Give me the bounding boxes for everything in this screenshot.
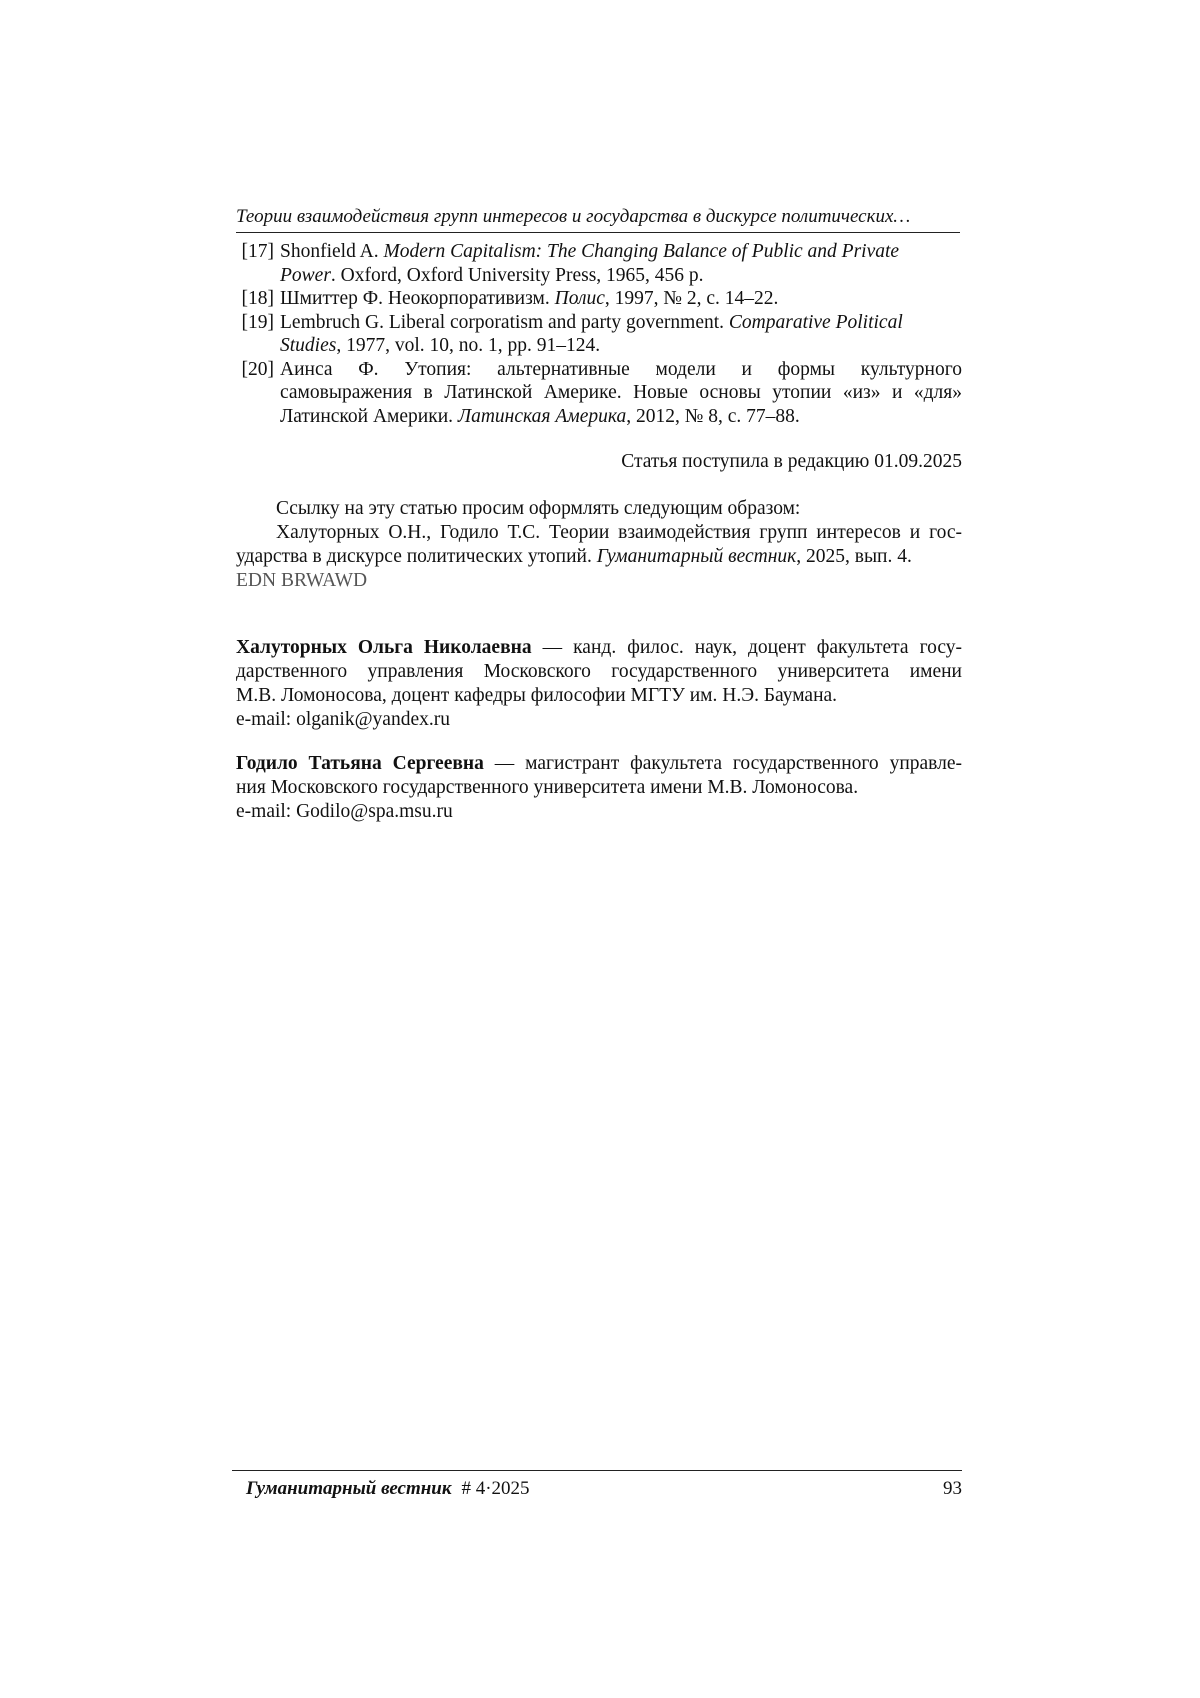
running-head: Теории взаимодействия групп интересов и государства в дискурсе политических… — [236, 206, 960, 233]
author-email[interactable]: e-mail: Godilo@spa.msu.ru — [236, 801, 453, 822]
footer-left — [232, 1477, 530, 1501]
author-first-line — [236, 636, 962, 660]
ref-journal: Полис — [554, 288, 605, 309]
author-first-line — [236, 752, 962, 776]
citation-issue: , 2025, вып. 4. — [796, 546, 912, 567]
footer-issue: # 4·2025 — [461, 1478, 530, 1499]
citation-title-cont: ударства в дискурсе политических утопий. — [236, 546, 597, 567]
reference-number: [20] — [241, 358, 274, 380]
author-affiliation-line: М.В. Ломоносова, доцент кафедры философии МГТУ им. Н.Э. Баумана. — [236, 685, 838, 706]
ref-author: Шмиттер Ф. Неокорпоративизм. — [280, 288, 555, 309]
reference-number: [19] — [241, 311, 274, 333]
ref-title-cont: Power — [280, 264, 331, 286]
ref-publisher: . Oxford, Oxford University Press, 1965, 456 p. — [330, 264, 704, 286]
reference-item — [236, 240, 962, 287]
ref-details: , 2012, № 8, с. 77–88. — [626, 405, 800, 427]
author-position: — канд. филос. наук, доцент факультета госу- — [531, 637, 962, 658]
reference-number: [17] — [241, 241, 274, 262]
reference-item — [236, 287, 962, 311]
ref-title: самовыражения в Латинской Америке. Новые основы утопии «из» и «для» — [280, 382, 962, 403]
received-date: Статья поступила в редакцию 01.09.2025 — [621, 451, 962, 472]
reference-text — [280, 358, 962, 429]
ref-journal-cont: Studies — [280, 335, 337, 356]
citation-journal: Гуманитарный вестник — [596, 546, 797, 567]
author-info — [236, 752, 962, 824]
author-name: Халуторных Ольга Николаевна — [236, 637, 532, 658]
ref-details: , 1977, vol. 10, no. 1, pp. 91–124. — [336, 335, 601, 356]
reference-text — [280, 287, 962, 311]
author-info — [236, 636, 962, 732]
ref-journal: Comparative Political — [728, 311, 903, 333]
author-position: — магистрант факультета государственного управле- — [483, 753, 962, 774]
author-affiliation-line: ния Московского государственного университета имени М.В. Ломоносова. — [236, 777, 859, 798]
reference-number: [18] — [241, 288, 274, 309]
ref-details: , 1997, № 2, с. 14–22. — [604, 288, 779, 309]
reference-item — [236, 358, 962, 429]
page-number: 93 — [943, 1478, 962, 1499]
reference-text — [280, 240, 962, 287]
ref-title-cont: Латинской Америки. — [280, 405, 458, 427]
author-affiliation-line: дарственного управления Московского государственного университета имени — [236, 661, 962, 682]
reference-list — [236, 240, 962, 428]
ref-journal: Латинская Америка — [457, 405, 627, 427]
reference-text — [280, 311, 962, 358]
ref-author: Аинса Ф. Утопия: альтернативные модели и формы культурного — [280, 358, 962, 380]
edn-code: EDN BRWAWD — [236, 570, 368, 591]
reference-item — [236, 311, 962, 358]
citation-line-1: Халуторных О.Н., Годило Т.С. Теории взаимодействия групп интересов и гос- — [276, 522, 962, 543]
citation-intro: Ссылку на эту статью просим оформлять следующим образом: — [276, 498, 801, 519]
ref-author: Lembruch G. Liberal corporatism and party government. — [280, 311, 729, 333]
ref-author: Shonfield A. — [280, 241, 384, 262]
ref-title: Modern Capitalism: The Changing Balance of Public and Private — [383, 241, 900, 262]
author-email[interactable]: e-mail: olganik@yandex.ru — [236, 709, 450, 730]
citation-line-2 — [236, 545, 962, 569]
citation-block — [236, 497, 962, 593]
footer-journal-name: Гуманитарный вестник — [246, 1478, 452, 1499]
author-name: Годило Татьяна Сергеевна — [236, 753, 484, 774]
page-footer — [232, 1470, 962, 1501]
